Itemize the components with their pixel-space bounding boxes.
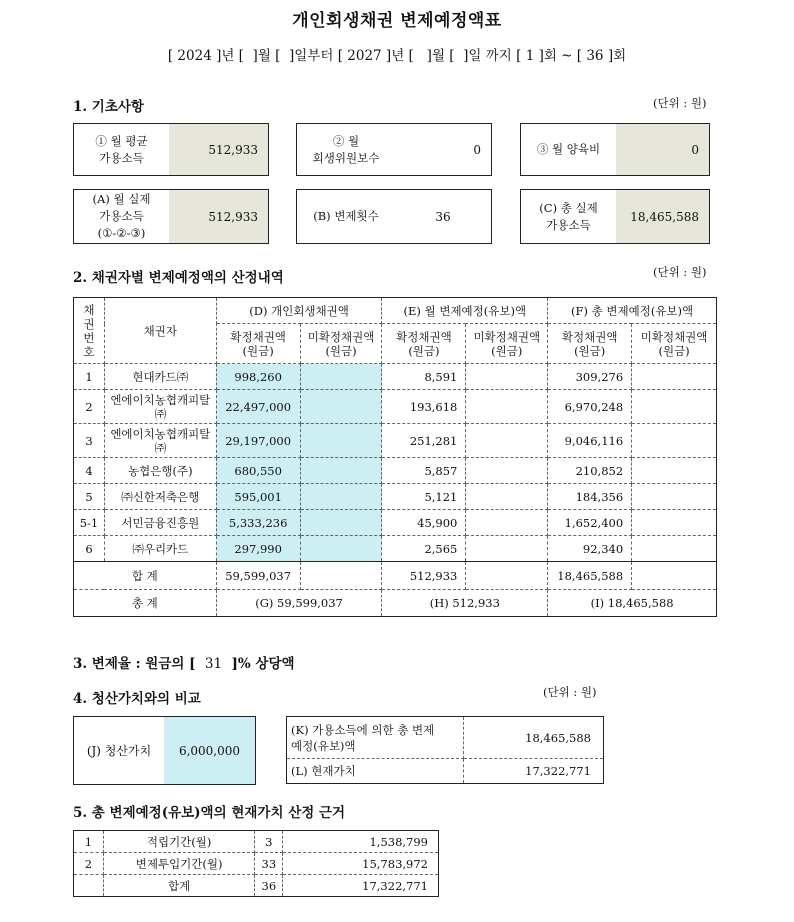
total-income-label: (C) 총 실제 가용소득	[521, 190, 616, 243]
section4-heading: 4. 청산가치와의 비교	[73, 691, 201, 707]
row-f-unconfirmed	[632, 536, 717, 562]
row-d-unconfirmed	[300, 424, 382, 458]
sum-e-unconfirmed	[466, 562, 548, 590]
row-no: 2	[74, 390, 105, 424]
col-header-e-unconfirmed: 미확정채권액 (원금)	[466, 324, 548, 364]
row-e-unconfirmed	[466, 484, 548, 510]
row-f-unconfirmed	[632, 390, 717, 424]
row-months: 3	[255, 831, 283, 853]
col-header-d-unconfirmed: 미확정채권액 (원금)	[300, 324, 382, 364]
child-support-box	[520, 123, 710, 176]
row-d-confirmed: 5,333,236	[216, 510, 300, 536]
table-row	[74, 484, 717, 510]
col-header-f-confirmed: 확정채권액 (원금)	[548, 324, 632, 364]
section2-heading: 2. 채권자별 변제예정액의 산정내역	[73, 270, 284, 286]
row-d-confirmed: 595,001	[216, 484, 300, 510]
table-row	[74, 458, 717, 484]
sum-d-confirmed: 59,599,037	[216, 562, 300, 590]
total-label: 합계	[103, 875, 254, 897]
l-value: 17,322,771	[464, 759, 604, 784]
page-title: 개인회생채권 변제예정액표	[292, 11, 502, 31]
k-label: (K) 가용소득에 의한 총 변제 예정(유보)액	[287, 717, 464, 759]
col-header-d-confirmed: 확정채권액 (원금)	[216, 324, 300, 364]
start-year: 2024	[177, 48, 212, 64]
row-label: 적립기간(월)	[103, 831, 254, 853]
col-header-e-confirmed: 확정채권액 (원금)	[382, 324, 466, 364]
row-e-confirmed: 193,618	[382, 390, 466, 424]
row-no: 5-1	[74, 510, 105, 536]
row-creditor: 농협은행(주)	[104, 458, 216, 484]
section1-heading: 1. 기초사항	[73, 99, 144, 115]
row-value: 15,783,972	[283, 853, 439, 875]
col-header-creditor: 채권자	[104, 298, 216, 364]
creditor-rows	[74, 364, 717, 562]
row-label: 변제투입기간(월)	[103, 853, 254, 875]
section4-unit: (단위 : 원)	[543, 685, 597, 699]
row-e-unconfirmed	[466, 510, 548, 536]
row-f-unconfirmed	[632, 364, 717, 390]
row-f-confirmed: 184,356	[548, 484, 632, 510]
row-d-confirmed: 29,197,000	[216, 424, 300, 458]
k-value: 18,465,588	[464, 717, 604, 759]
row-d-confirmed: 22,497,000	[216, 390, 300, 424]
grand-total-label: 총 계	[74, 590, 217, 617]
table-row	[74, 536, 717, 562]
row-creditor: 엔에이치농협캐피탈 ㈜	[104, 424, 216, 458]
row-f-confirmed: 92,340	[548, 536, 632, 562]
row-creditor: 서민금융진흥원	[104, 510, 216, 536]
row-f-confirmed: 1,652,400	[548, 510, 632, 536]
table-row	[287, 717, 604, 759]
row-months: 33	[255, 853, 283, 875]
col-header-d: (D) 개인회생채권액	[216, 298, 382, 324]
row-e-unconfirmed	[466, 424, 548, 458]
row-no: 2	[74, 853, 104, 875]
actual-income-value: 512,933	[169, 190, 268, 243]
grand-total-row	[74, 590, 717, 617]
row-e-confirmed: 5,857	[382, 458, 466, 484]
row-e-unconfirmed	[466, 536, 548, 562]
row-no: 6	[74, 536, 105, 562]
row-e-confirmed: 251,281	[382, 424, 466, 458]
col-header-no: 채권 번호	[74, 298, 105, 364]
table-row	[74, 510, 717, 536]
table-row	[287, 759, 604, 784]
row-no: 3	[74, 424, 105, 458]
row-e-unconfirmed	[466, 364, 548, 390]
col-header-f-unconfirmed: 미확정채권액 (원금)	[632, 324, 717, 364]
section2-unit: (단위 : 원)	[653, 265, 707, 279]
row-f-confirmed: 309,276	[548, 364, 632, 390]
row-d-unconfirmed	[300, 458, 382, 484]
total-income-value: 18,465,588	[616, 190, 709, 243]
col-header-e: (E) 월 변제예정(유보)액	[382, 298, 548, 324]
row-no: 1	[74, 364, 105, 390]
from-round: 1	[525, 48, 535, 64]
row-creditor: 엔에이치농협캐피탈 ㈜	[104, 390, 216, 424]
row-d-unconfirmed	[300, 484, 382, 510]
row-e-unconfirmed	[466, 390, 548, 424]
present-value-table	[73, 830, 439, 897]
row-e-confirmed: 5,121	[382, 484, 466, 510]
grand-total-h: (H) 512,933	[382, 590, 548, 617]
row-f-confirmed: 9,046,116	[548, 424, 632, 458]
row-d-unconfirmed	[300, 390, 382, 424]
table-row	[74, 831, 439, 853]
row-creditor: 현대카드㈜	[104, 364, 216, 390]
row-d-confirmed: 998,260	[216, 364, 300, 390]
sum-f-unconfirmed	[632, 562, 717, 590]
row-d-unconfirmed	[300, 536, 382, 562]
liquidation-value-label: (J) 청산가치	[86, 744, 152, 758]
end-year: 2027	[347, 48, 382, 64]
row-f-confirmed: 210,852	[548, 458, 632, 484]
committee-fee-value: 0	[395, 124, 491, 175]
avg-income-box	[73, 123, 269, 176]
sum-label: 합 계	[74, 562, 217, 590]
table-row	[74, 424, 717, 458]
col-header-f: (F) 총 변제예정(유보)액	[548, 298, 717, 324]
row-creditor: ㈜우리카드	[104, 536, 216, 562]
row-d-confirmed: 297,990	[216, 536, 300, 562]
sum-f-confirmed: 18,465,588	[548, 562, 632, 590]
actual-income-label: (A) 월 실제 가용소득 (①-②-③)	[74, 190, 169, 243]
l-label: (L) 현재가치	[287, 759, 464, 784]
committee-fee-label: ② 월 회생위원보수	[297, 124, 395, 175]
row-no: 5	[74, 484, 105, 510]
child-support-value: 0	[616, 124, 709, 175]
committee-fee-box	[296, 123, 492, 176]
liquidation-value: 6,000,000	[164, 717, 255, 784]
row-f-unconfirmed	[632, 458, 717, 484]
actual-income-box	[73, 189, 269, 244]
row-d-unconfirmed	[300, 364, 382, 390]
row-creditor: ㈜신한저축은행	[104, 484, 216, 510]
avg-income-label: ① 월 평균 가용소득	[74, 124, 169, 175]
row-f-unconfirmed	[632, 484, 717, 510]
creditor-table	[73, 297, 717, 617]
sum-d-unconfirmed	[300, 562, 382, 590]
repay-count-box	[296, 189, 492, 244]
row-d-confirmed: 680,550	[216, 458, 300, 484]
row-no: 4	[74, 458, 105, 484]
row-f-unconfirmed	[632, 510, 717, 536]
table-row	[74, 853, 439, 875]
repayment-rate: 3. 변제율 : 원금의 [ 31 ]% 상당액	[73, 656, 295, 672]
sum-e-confirmed: 512,933	[382, 562, 466, 590]
section1-unit: (단위 : 원)	[653, 96, 707, 110]
row-e-confirmed: 45,900	[382, 510, 466, 536]
total-row	[74, 875, 439, 897]
row-e-confirmed: 2,565	[382, 536, 466, 562]
to-round: 36	[586, 48, 604, 64]
row-no: 1	[74, 831, 104, 853]
row-d-unconfirmed	[300, 510, 382, 536]
row-e-confirmed: 8,591	[382, 364, 466, 390]
total-value: 17,322,771	[283, 875, 439, 897]
total-no	[74, 875, 104, 897]
sum-row	[74, 562, 717, 590]
repay-count-label: (B) 변제횟수	[297, 190, 395, 243]
child-support-label: ③ 월 양육비	[521, 124, 616, 175]
row-e-unconfirmed	[466, 458, 548, 484]
total-months: 36	[255, 875, 283, 897]
total-income-box	[520, 189, 710, 244]
row-value: 1,538,799	[283, 831, 439, 853]
liquidation-value-box	[73, 716, 256, 785]
table-row	[74, 364, 717, 390]
comparison-table	[286, 716, 604, 784]
avg-income-value: 512,933	[169, 124, 268, 175]
table-row	[74, 390, 717, 424]
row-f-unconfirmed	[632, 424, 717, 458]
grand-total-g: (G) 59,599,037	[216, 590, 382, 617]
repay-count-value: 36	[395, 190, 491, 243]
repayment-period: [ 2024 ]년 [ ]월 [ ]일부터 [ 2027 ]년 [ ]월 [ ]일 까지 [ 1 ]회 ~ [ 36 ]회	[167, 48, 627, 64]
repayment-rate-value: 31	[204, 656, 223, 672]
section5-heading: 5. 총 변제예정(유보)액의 현재가치 산정 근거	[73, 805, 346, 821]
row-f-confirmed: 6,970,248	[548, 390, 632, 424]
grand-total-i: (I) 18,465,588	[548, 590, 717, 617]
